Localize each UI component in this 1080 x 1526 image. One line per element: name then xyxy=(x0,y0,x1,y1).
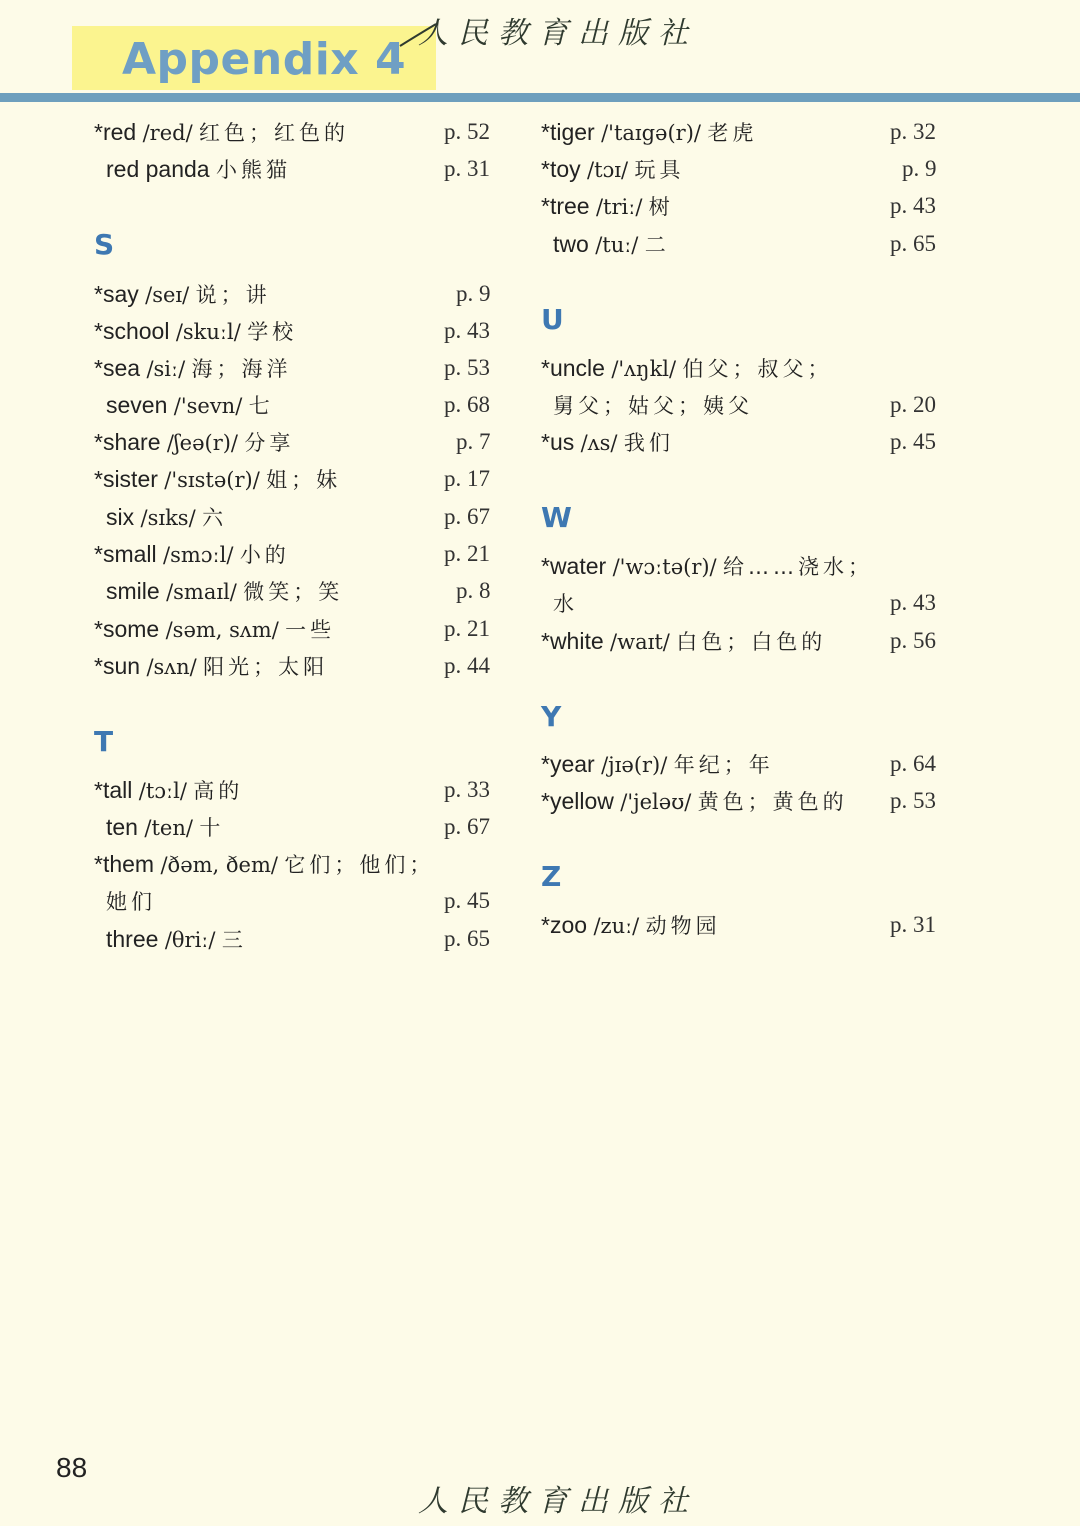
entry-yellow: *yellow /'jeləʊ/ 黄色；黄色的 xyxy=(541,788,848,814)
entry-small-page: p. 21 xyxy=(444,541,490,566)
entry-ten-page: p. 67 xyxy=(444,814,490,839)
entry-six: six /sɪks/ 六 xyxy=(106,504,228,530)
entry-seven: seven /'sevn/ 七 xyxy=(106,392,274,418)
entry-share: *share /ʃeə(r)/ 分享 xyxy=(94,429,295,455)
entry-white: *white /waɪt/ 白色；白色的 xyxy=(541,628,827,654)
entry-sister-page: p. 17 xyxy=(444,466,490,491)
entry-tree-page: p. 43 xyxy=(890,193,936,218)
entry-tall-page: p. 33 xyxy=(444,777,490,802)
entry-tree: *tree /triː/ 树 xyxy=(541,193,674,219)
entry-red-panda: red panda 小熊猫 xyxy=(106,156,291,182)
entry-tiger-page: p. 32 xyxy=(890,119,936,144)
entry-year: *year /jɪə(r)/ 年纪；年 xyxy=(541,751,774,777)
page-title: Appendix 4 xyxy=(122,34,407,85)
entry-share-page: p. 7 xyxy=(456,429,491,454)
entry-sister: *sister /'sɪstə(r)/ 姐；妹 xyxy=(94,466,342,492)
entry-smile-page: p. 8 xyxy=(456,578,491,603)
section-letter-s: S xyxy=(94,228,115,261)
entry-us: *us /ʌs/ 我们 xyxy=(541,429,674,455)
entry-two: two /tuː/ 二 xyxy=(553,231,670,257)
entry-say-page: p. 9 xyxy=(456,281,491,306)
entry-us-page: p. 45 xyxy=(890,429,936,454)
entry-six-page: p. 67 xyxy=(444,504,490,529)
section-letter-z: Z xyxy=(541,860,562,893)
entry-uncle: *uncle /'ʌŋkl/ 伯父；叔父； xyxy=(541,355,833,381)
entry-year-page: p. 64 xyxy=(890,751,936,776)
header-rule xyxy=(0,93,1080,102)
entry-uncle-page: p. 20 xyxy=(890,392,936,417)
entry-white-page: p. 56 xyxy=(890,628,936,653)
entry-toy: *toy /tɔɪ/ 玩具 xyxy=(541,156,685,182)
entry-tiger: *tiger /'taɪgə(r)/ 老虎 xyxy=(541,119,758,145)
entry-them-continued: 她们 xyxy=(106,890,156,914)
section-letter-y: Y xyxy=(541,700,562,733)
entry-seven-page: p. 68 xyxy=(444,392,490,417)
entry-two-page: p. 65 xyxy=(890,231,936,256)
entry-school: *school /skuːl/ 学校 xyxy=(94,318,298,344)
entry-small: *small /smɔːl/ 小的 xyxy=(94,541,290,567)
entry-uncle-continued: 舅父；姑父；姨父 xyxy=(553,394,753,418)
entry-red: *red /red/ 红色；红色的 xyxy=(94,119,350,145)
entry-zoo: *zoo /zuː/ 动物园 xyxy=(541,912,721,938)
entry-red-panda-page: p. 31 xyxy=(444,156,490,181)
entry-three: three /θriː/ 三 xyxy=(106,926,247,952)
entry-some: *some /səm, sʌm/ 一些 xyxy=(94,616,336,642)
entry-tall: *tall /tɔːl/ 高的 xyxy=(94,777,244,803)
entry-water-page: p. 43 xyxy=(890,590,936,615)
entry-water-continued: 水 xyxy=(553,592,578,616)
entry-ten: ten /ten/ 十 xyxy=(106,814,225,840)
entry-water: *water /'wɔːtə(r)/ 给……浇水； xyxy=(541,553,874,579)
entry-sun-page: p. 44 xyxy=(444,653,490,678)
entry-red-page: p. 52 xyxy=(444,119,490,144)
entry-yellow-page: p. 53 xyxy=(890,788,936,813)
entry-sun: *sun /sʌn/ 阳光；太阳 xyxy=(94,653,329,679)
entry-smile: smile /smaɪl/ 微笑；笑 xyxy=(106,578,344,604)
entry-them: *them /ðəm, ðem/ 它们；他们； xyxy=(94,851,435,877)
entry-some-page: p. 21 xyxy=(444,616,490,641)
entry-school-page: p. 43 xyxy=(444,318,490,343)
section-letter-t: T xyxy=(94,725,114,758)
entry-say: *say /seɪ/ 说；讲 xyxy=(94,281,271,307)
publisher-logo-bottom: 人民教育出版社 xyxy=(418,1484,698,1519)
entry-sea: *sea /siː/ 海；海洋 xyxy=(94,355,292,381)
page-number: 88 xyxy=(56,1452,88,1483)
entry-three-page: p. 65 xyxy=(444,926,490,951)
entry-them-page: p. 45 xyxy=(444,888,490,913)
section-letter-w: W xyxy=(541,501,572,534)
section-letter-u: U xyxy=(541,303,564,336)
entry-sea-page: p. 53 xyxy=(444,355,490,380)
entry-zoo-page: p. 31 xyxy=(890,912,936,937)
publisher-logo-top: 人民教育出版社 xyxy=(418,16,698,51)
entry-toy-page: p. 9 xyxy=(902,156,937,181)
